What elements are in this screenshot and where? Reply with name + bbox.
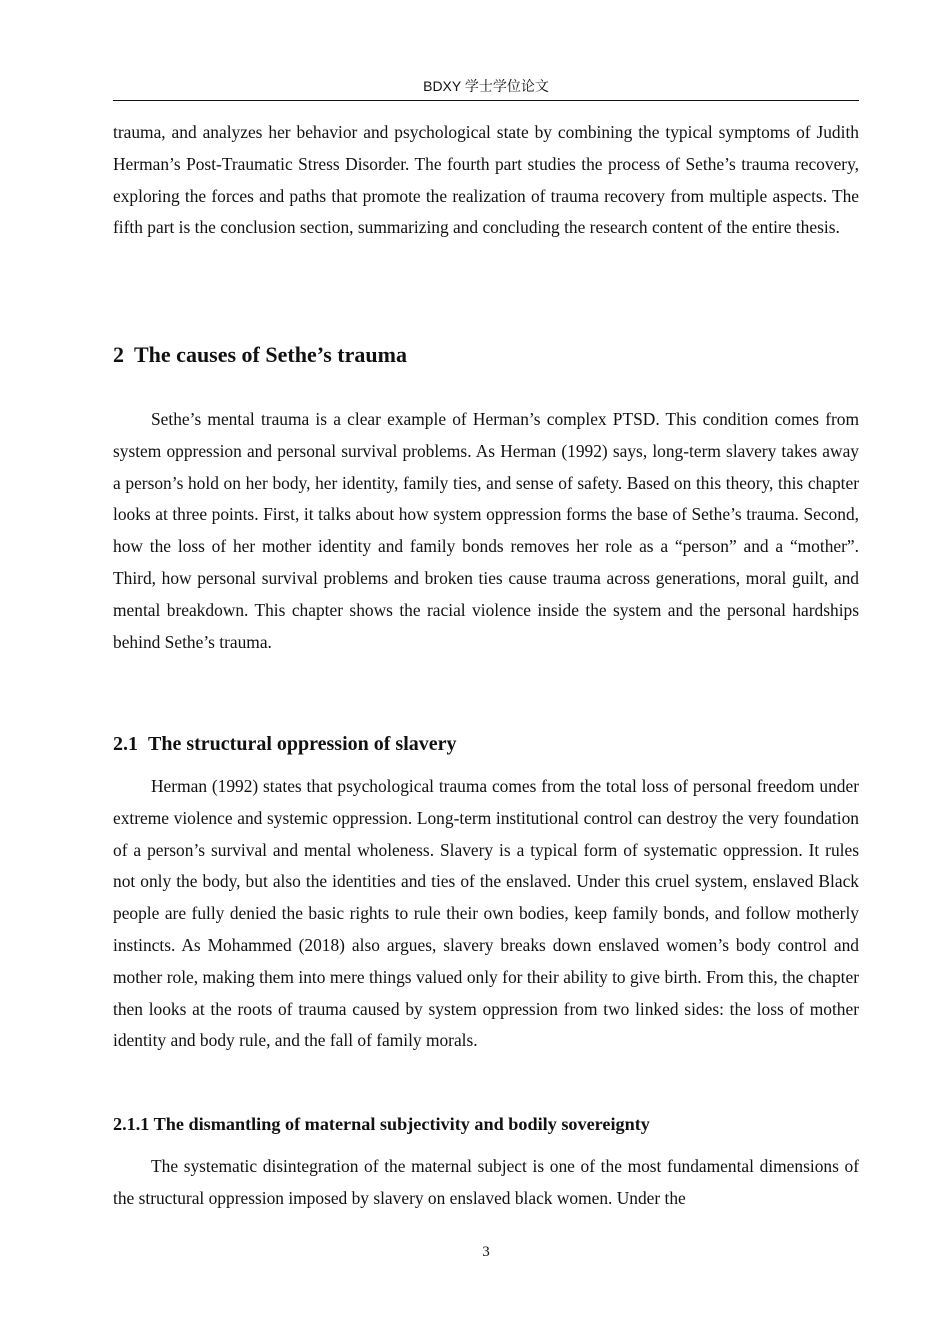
subsection-heading <box>113 1111 859 1137</box>
body-paragraph: Sethe’s mental trauma is a clear example of Herman’s complex PTSD. This condition comes from system oppression and personal survival problems. As Herman (1992) says, long-term slavery takes away a person’s hold on her body, her identity, family ties, and sense of safety. Based on this theory, this chapter looks at three points. First, it talks about how system oppression forms the base of Sethe’s trauma. Second, how the loss of her mother identity and family bonds removes her role as a “person” and a “mother”. Third, how personal survival problems and broken ties cause trauma across generations, moral guilt, and mental breakdown. This chapter shows the racial violence inside the system and the personal hardships behind Sethe’s trauma. <box>113 409 859 652</box>
chapter-intro <box>113 404 859 658</box>
intro-continuation <box>113 117 859 244</box>
chapter-heading <box>113 340 859 370</box>
chapter-number: 2 <box>113 342 124 367</box>
header-rule <box>113 100 859 101</box>
section-body <box>113 771 859 1057</box>
section-number: 2.1 <box>113 733 138 755</box>
running-header: BDXY 学士学位论文 <box>423 78 549 94</box>
chapter-title: The causes of Sethe’s trauma <box>134 342 407 367</box>
section-heading <box>113 730 859 758</box>
page-number: 3 <box>482 1244 490 1260</box>
section-title: The structural oppression of slavery <box>148 733 457 755</box>
body-paragraph: trauma, and analyzes her behavior and psychological state by combining the typical symptoms of Judith Herman’s Post-Traumatic Stress Disorder. The fourth part studies the process of Sethe’s trauma recovery, exploring the forces and paths that promote the realization of trauma recovery from multiple aspects. The fifth part is the conclusion section, summarizing and concluding the research content of the entire thesis. <box>113 122 859 238</box>
body-paragraph: Herman (1992) states that psychological trauma comes from the total loss of personal freedom under extreme violence and systemic oppression. Long-term institutional control can destroy the very foundation of a person’s survival and mental wholeness. Slavery is a typical form of systematic oppression. It rules not only the body, but also the identities and ties of the enslaved. Under this cruel system, enslaved Black people are fully denied the basic rights to rule their own bodies, keep family bonds, and follow motherly instincts. As Mohammed (2018) also argues, slavery breaks down enslaved women’s body control and mother role, making them into mere things valued only for their ability to give birth. From this, the chapter then looks at the roots of trauma caused by system oppression from two linked sides: the loss of mother identity and body rule, and the fall of family morals. <box>113 776 859 1051</box>
body-paragraph: The systematic disintegration of the maternal subject is one of the most fundamental dimensions of the structural oppression imposed by slavery on enslaved black women. Under the <box>113 1156 859 1208</box>
subsection-body <box>113 1151 859 1215</box>
subsection-title: The dismantling of maternal subjectivity and bodily sovereignty <box>153 1114 650 1134</box>
subsection-number: 2.1.1 <box>113 1114 150 1134</box>
